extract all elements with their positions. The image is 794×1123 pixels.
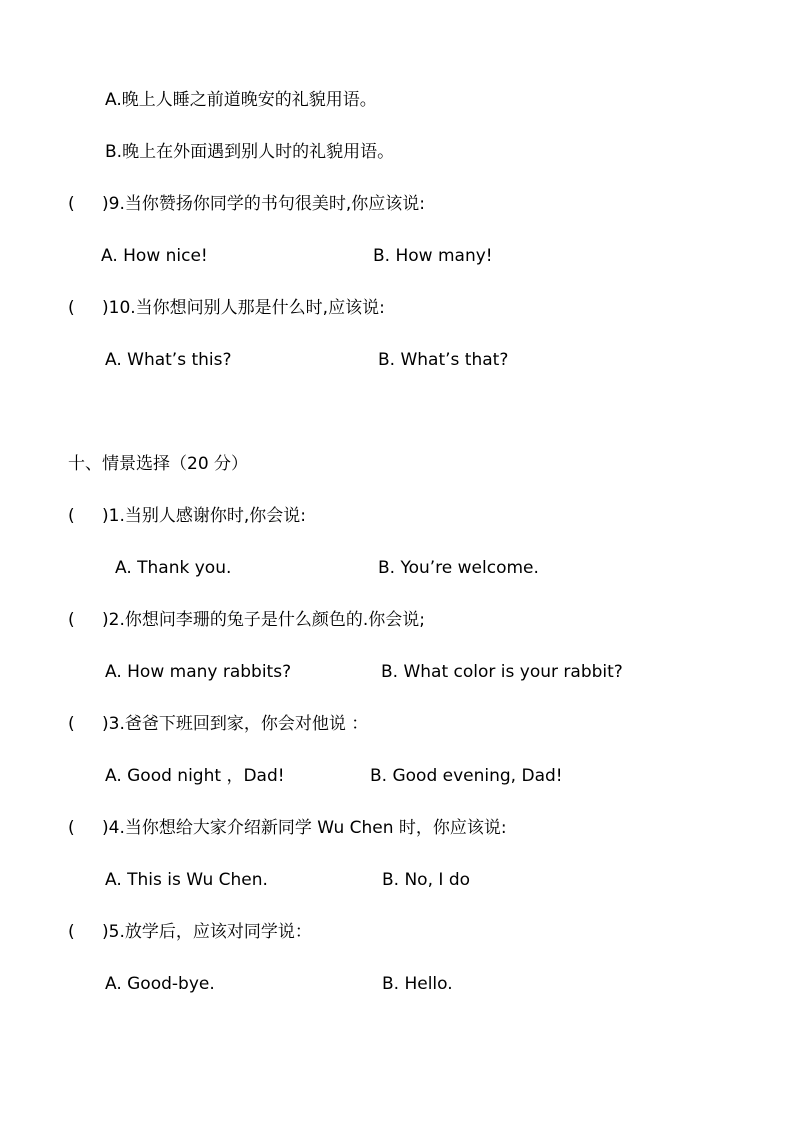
question-10-stem: )10.当你想问别人那是什么时,应该说: bbox=[102, 298, 385, 318]
answer-blank-open: ( bbox=[68, 922, 75, 942]
scenario-3-option-b: B. Good evening, Dad! bbox=[370, 766, 563, 786]
question-9-stem: )9.当你赞扬你同学的书句很美时,你应该说: bbox=[102, 194, 425, 214]
answer-blank-open: ( bbox=[68, 194, 75, 214]
answer-blank-open: ( bbox=[68, 818, 75, 838]
answer-blank-open: ( bbox=[68, 610, 75, 630]
option-a-prev: A.晚上人睡之前道晚安的礼貌用语。 bbox=[105, 90, 377, 110]
answer-blank-open: ( bbox=[68, 298, 75, 318]
question-9-option-b: B. How many! bbox=[373, 246, 493, 266]
option-b-prev: B.晚上在外面遇到别人时的礼貌用语。 bbox=[105, 142, 395, 162]
scenario-4-stem: )4.当你想给大家介绍新同学 Wu Chen 时，你应该说: bbox=[102, 818, 507, 838]
answer-blank-open: ( bbox=[68, 714, 75, 734]
question-10-option-b: B. What’s that? bbox=[378, 350, 509, 370]
answer-blank-open: ( bbox=[68, 506, 75, 526]
scenario-2-option-b: B. What color is your rabbit? bbox=[381, 662, 623, 682]
scenario-3-stem: )3.爸爸下班回到家，你会对他说 ： bbox=[102, 714, 369, 734]
question-9-option-a: A. How nice! bbox=[101, 246, 208, 266]
scenario-5-option-a: A. Good-bye. bbox=[105, 974, 215, 994]
scenario-2-option-a: A. How many rabbits? bbox=[105, 662, 292, 682]
scenario-1-option-a: A. Thank you. bbox=[115, 558, 232, 578]
section-title: 十、情景选择（20 分） bbox=[68, 454, 249, 474]
scenario-4-option-a: A. This is Wu Chen. bbox=[105, 870, 268, 890]
scenario-1-option-b: B. You’re welcome. bbox=[378, 558, 539, 578]
scenario-1-stem: )1.当别人感谢你时,你会说: bbox=[102, 506, 306, 526]
scenario-3-option-a: A. Good night ，Dad! bbox=[105, 766, 285, 786]
scenario-5-option-b: B. Hello. bbox=[382, 974, 453, 994]
scenario-4-option-b: B. No, I do bbox=[382, 870, 471, 890]
scenario-2-stem: )2.你想问李珊的兔子是什么颜色的.你会说; bbox=[102, 610, 425, 630]
question-10-option-a: A. What’s this? bbox=[105, 350, 232, 370]
scenario-5-stem: )5.放学后，应该对同学说： bbox=[102, 922, 312, 942]
